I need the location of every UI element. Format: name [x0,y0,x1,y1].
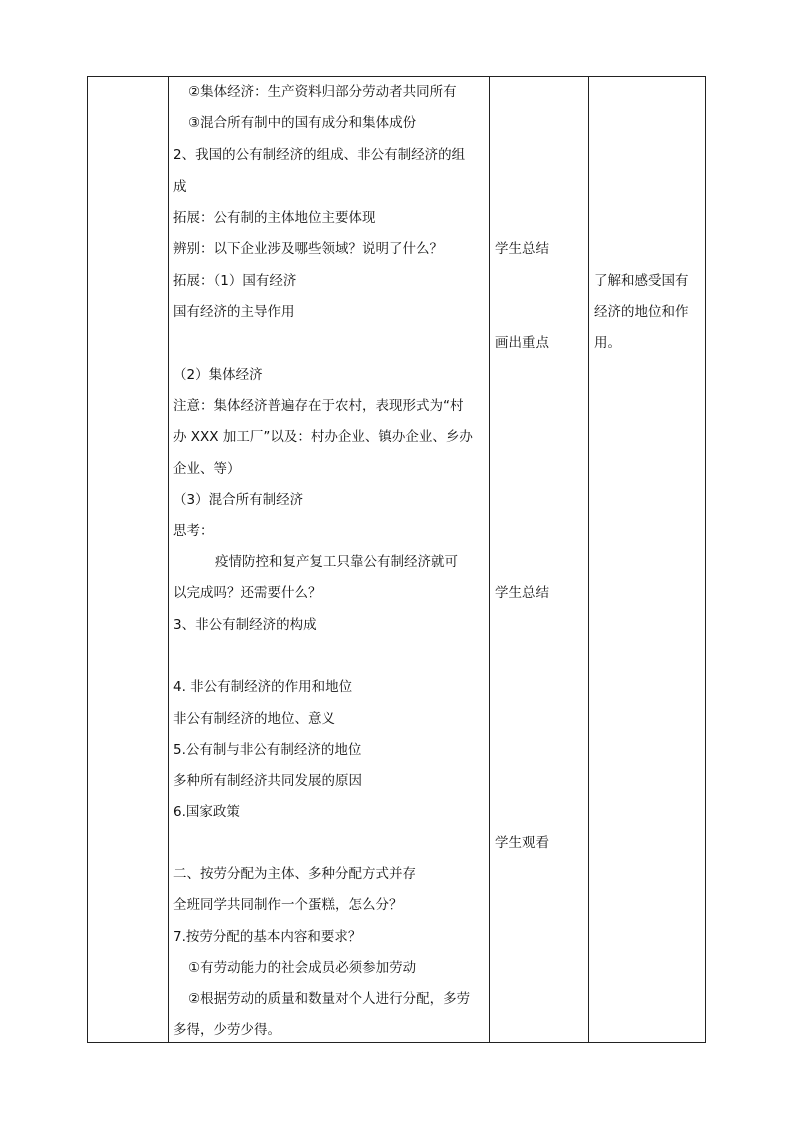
teaching-content-column [173,77,487,1042]
content-line: 以完成吗？还需要什么？ [173,585,322,601]
content-line: 办 XXX 加工厂”以及：村办企业、镇办企业、乡办 [173,429,473,445]
lesson-plan-table [87,76,706,1043]
content-line: 多得，少劳少得。 [173,1022,281,1038]
content-line: 3、非公有制经济的构成 [173,617,317,633]
column-divider-1 [168,77,169,1042]
content-line: 5.公有制与非公有制经济的地位 [173,742,362,758]
content-line: （2）集体经济 [173,367,263,383]
content-line: 企业、等） [173,461,241,477]
design-intent-column [594,77,704,1042]
column-divider-3 [588,77,589,1042]
content-line: ②根据劳动的质量和数量对个人进行分配，多劳 [188,991,471,1007]
student-activity-column [495,77,585,1042]
content-line: 疫情防控和复产复工只靠公有制经济就可 [215,554,458,570]
content-line: 2、我国的公有制经济的组成、非公有制经济的组 [173,147,466,163]
content-line: 拓展：公有制的主体地位主要体现 [173,210,376,226]
content-line: ③混合所有制中的国有成分和集体成份 [188,115,417,131]
content-line: 全班同学共同制作一个蛋糕，怎么分？ [173,897,403,913]
content-line: 注意：集体经济普遍存在于农村，表现形式为“村 [173,398,464,414]
activity-text: 学生观看 [495,835,549,851]
column-divider-2 [489,77,490,1042]
content-line: ①有劳动能力的社会成员必须参加劳动 [188,960,417,976]
content-line: 思考： [173,523,214,539]
intent-text: 经济的地位和作 [594,304,689,320]
content-line: 二、按劳分配为主体、多种分配方式并存 [173,866,416,882]
content-line: ②集体经济：生产资料归部分劳动者共同所有 [188,84,457,100]
content-line: 6.国家政策 [173,804,240,820]
activity-text: 画出重点 [495,335,549,351]
content-line: 辨别：以下企业涉及哪些领域？说明了什么？ [173,241,443,257]
content-line: 成 [173,179,187,195]
content-line: 4. 非公有制经济的作用和地位 [173,679,353,695]
content-line: 多种所有制经济共同发展的原因 [173,773,362,789]
content-line: 7.按劳分配的基本内容和要求？ [173,929,362,945]
column-1-empty [88,77,168,1042]
activity-text: 学生总结 [495,585,549,601]
content-line: 国有经济的主导作用 [173,304,295,320]
content-line: （3）混合所有制经济 [173,492,304,508]
intent-text: 用。 [594,335,621,351]
content-line: 拓展：（1）国有经济 [173,273,297,289]
intent-text: 了解和感受国有 [594,273,689,289]
content-line: 非公有制经济的地位、意义 [173,711,335,727]
activity-text: 学生总结 [495,241,549,257]
